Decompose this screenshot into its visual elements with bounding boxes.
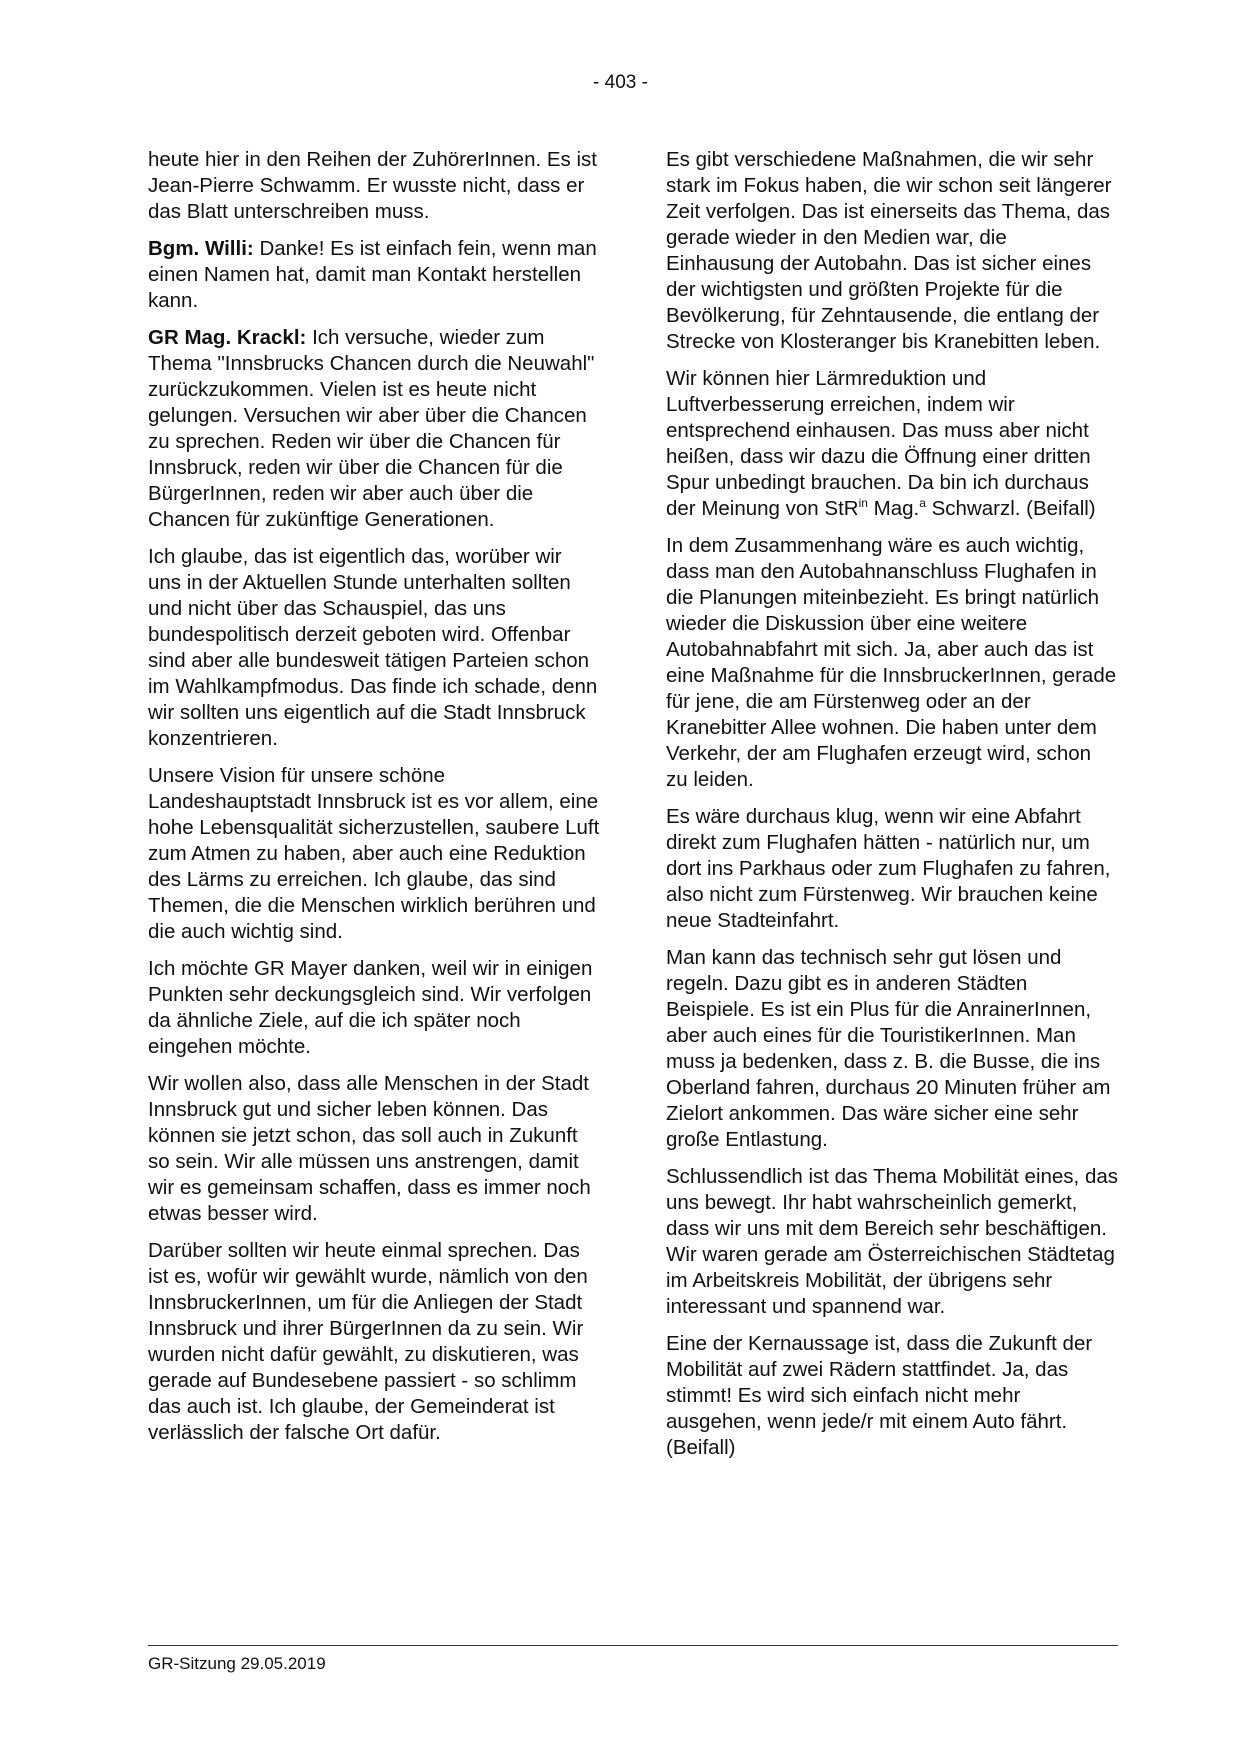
superscript: in [858,496,868,511]
paragraph: In dem Zusammenhang wäre es auch wichtig, dass man den Autobahnanschluss Flughafen in die Planungen miteinbezieht. Es bringt natürlich wieder die Diskussion über eine weitere Autobahnabfahrt mit sich. Ja, aber auch das ist eine Maßnahme für die InnsbruckerInnen, gerade für jene, die am Fürstenweg oder an der Kranebitter Allee wohnen. Die haben unter dem Verkehr, der am Flughafen erzeugt wird, schon zu leiden. [666,534,1117,791]
paragraph-text: Danke! Es ist einfach fein, wenn man einen Namen hat, damit man Kontakt herstellen kann. [148,237,597,312]
left-column [148,147,600,1457]
paragraph: Ich glaube, das ist eigentlich das, worüber wir uns in der Aktuellen Stunde unterhalten sollten und nicht über das Schauspiel, das uns bundespolitisch derzeit geboten wird. Offenbar sind aber alle bundesweit tätigen Parteien schon im Wahlkampfmodus. Das finde ich schade, denn wir sollten uns eigentlich auf die Stadt Innsbruck konzentrieren. [148,545,598,750]
paragraph [148,236,600,314]
paragraph: Darüber sollten wir heute einmal sprechen. Das ist es, wofür wir gewählt wurde, nämlich von den InnsbruckerInnen, um für die Anliegen der Stadt Innsbruck und ihrer BürgerInnen da zu sein. Wir wurden nicht dafür gewählt, zu diskutieren, was gerade auf Bundesebene passiert - so schlimm das auch ist. Ich glaube, der Gemeinderat ist verlässlich der falsche Ort dafür. [148,1239,588,1444]
paragraph-text: Schwarzl. (Beifall) [925,497,1096,520]
paragraph [666,366,1118,522]
paragraph: Man kann das technisch sehr gut lösen und regeln. Dazu gibt es in anderen Städten Beispiele. Es ist ein Plus für die AnrainerInnen, aber auch eines für die TouristikerInnen. Man muss ja bedenken, dass z. B. die Busse, die ins Oberland fahren, durchaus 20 Minuten früher am Zielort ankommen. Das wäre sicher eine sehr große Entlastung. [666,946,1111,1151]
speaker-name: GR Mag. Krackl: [148,326,307,349]
superscript: a [919,496,926,511]
paragraph-text: Mag. [867,497,920,520]
paragraph: Wir wollen also, dass alle Menschen in der Stadt Innsbruck gut und sicher leben können. Das können sie jetzt schon, das soll auch in Zukunft so sein. Wir alle müssen uns anstrengen, damit wir es gemeinsam schaffen, dass es immer noch etwas besser wird. [148,1072,591,1225]
paragraph: Schlussendlich ist das Thema Mobilität eines, das uns bewegt. Ihr habt wahrscheinlich gemerkt, dass wir uns mit dem Bereich sehr beschäftigen. Wir waren gerade am Österreichischen Städtetag im Arbeitskreis Mobilität, der übrigens sehr interessant und spannend war. [666,1165,1118,1318]
speaker-name: Bgm. Willi: [148,237,254,260]
paragraph-text: Ich versuche, wieder zum Thema "Innsbrucks Chancen durch die Neuwahl" zurückzukommen. Vielen ist es heute nicht gelungen. Versuchen wir aber über die Chancen zu sprechen. Reden wir über die Chancen für Innsbruck, reden wir über die Chancen für die BürgerInnen, reden wir aber auch über die Chancen für zukünftige Generationen. [148,326,595,531]
paragraph: heute hier in den Reihen der ZuhörerInnen. Es ist Jean-Pierre Schwamm. Er wusste nicht, dass er das Blatt unterschreiben muss. [148,148,597,223]
paragraph-text: Wir können hier Lärmreduktion und Luftverbesserung erreichen, indem wir entsprechend einhausen. Das muss aber nicht heißen, dass wir dazu die Öffnung einer dritten Spur unbedingt brauchen. Da bin ich durchaus der Meinung von StR [666,367,1091,520]
footer-text: GR-Sitzung 29.05.2019 [148,1654,326,1673]
right-column [666,147,1118,1472]
paragraph: Es wäre durchaus klug, wenn wir eine Abfahrt direkt zum Flughafen hätten - natürlich nur, um dort ins Parkhaus oder zum Flughafen zu fahren, also nicht zum Fürstenweg. Wir brauchen keine neue Stadteinfahrt. [666,805,1111,932]
paragraph: Ich möchte GR Mayer danken, weil wir in einigen Punkten sehr deckungsgleich sind. Wir verfolgen da ähnliche Ziele, auf die ich später noch eingehen möchte. [148,957,593,1058]
page-number: - 403 - [593,72,648,93]
paragraph: Unsere Vision für unsere schöne Landeshauptstadt Innsbruck ist es vor allem, eine hohe Lebensqualität sicherzustellen, saubere Luft zum Atmen zu haben, aber auch eine Reduktion des Lärms zu erreichen. Ich glaube, das sind Themen, die die Menschen wirklich berühren und die auch wichtig sind. [148,764,600,943]
paragraph: Es gibt verschiedene Maßnahmen, die wir sehr stark im Fokus haben, die wir schon seit längerer Zeit verfolgen. Das ist einerseits das Thema, das gerade wieder in den Medien war, die Einhausung der Autobahn. Das ist sicher eines der wichtigsten und größten Projekte für die Bevölkerung, für Zehntausende, die entlang der Strecke von Klosteranger bis Kranebitten leben. [666,148,1112,353]
paragraph [148,325,600,533]
paragraph: Eine der Kernaussage ist, dass die Zukunft der Mobilität auf zwei Rädern stattfindet. Ja, das stimmt! Es wird sich einfach nicht mehr ausgehen, wenn jede/r mit einem Auto fährt. (Beifall) [666,1332,1093,1459]
footer-divider [148,1645,1118,1646]
